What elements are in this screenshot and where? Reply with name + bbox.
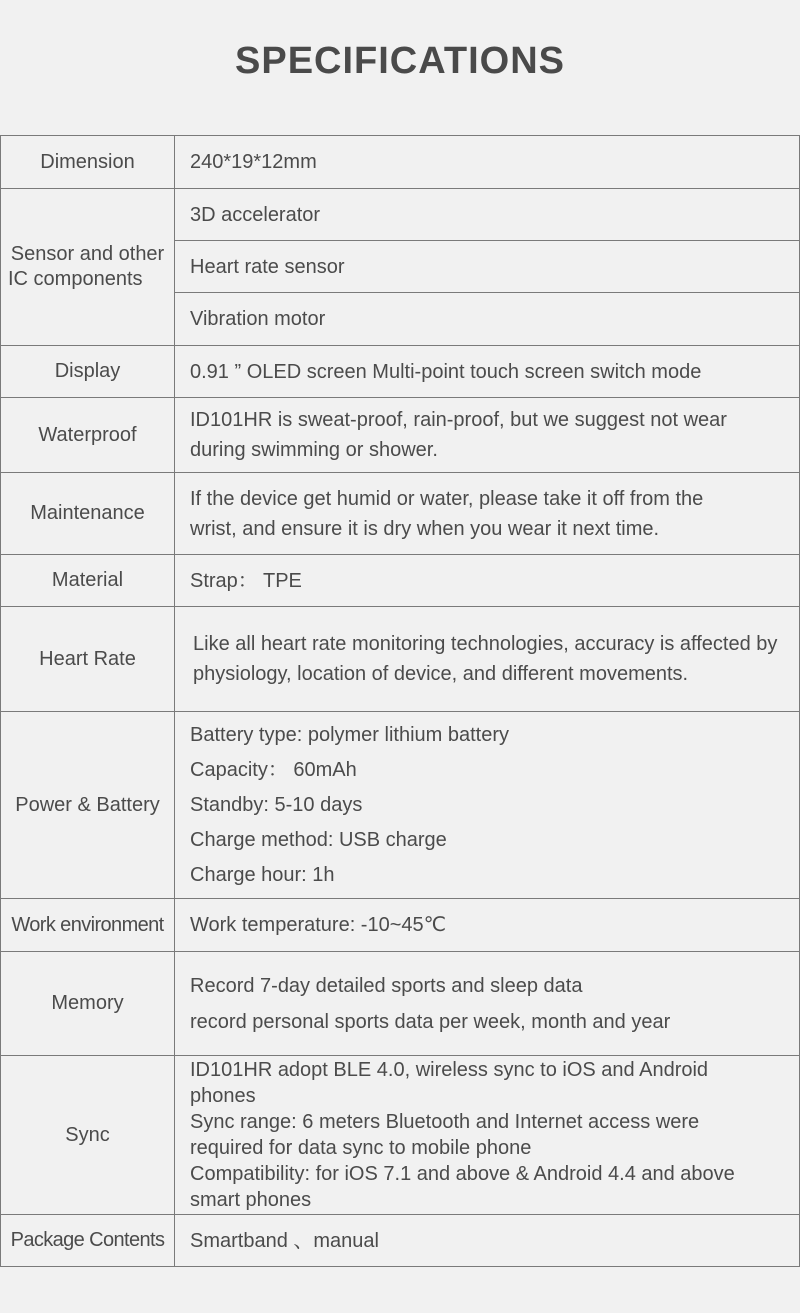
value-line: Battery type: polymer lithium battery — [190, 723, 510, 746]
row-label — [1, 189, 175, 346]
table-row — [1, 473, 800, 555]
label-line: IC components — [8, 268, 143, 290]
value-line: Standby: 5-10 days — [190, 793, 363, 816]
value-line: ID101HR is sweat-proof, rain-proof, but we suggest not wear — [190, 409, 727, 431]
table-row — [1, 712, 800, 899]
value-line: during swimming or shower. — [190, 439, 438, 461]
spec-table — [0, 135, 800, 1267]
value-line: Compatibility: for iOS 7.1 and above & Android 4.4 and above — [190, 1163, 735, 1185]
value-line: ID101HR adopt BLE 4.0, wireless sync to iOS and Android — [190, 1059, 709, 1081]
row-value: Strap： TPE — [175, 555, 800, 607]
table-row — [1, 607, 800, 712]
row-value — [175, 1056, 800, 1215]
row-value — [175, 952, 800, 1056]
table-row — [1, 136, 800, 189]
value-line: wrist, and ensure it is dry when you wear it next time. — [190, 517, 660, 540]
row-label: Sync — [1, 1056, 175, 1215]
value-line: Like all heart rate monitoring technologies, accuracy is affected by — [193, 633, 778, 655]
row-label: Work environment — [1, 899, 175, 952]
value-line: Charge hour: 1h — [190, 863, 335, 886]
table-row — [1, 952, 800, 1056]
row-label: Waterproof — [1, 398, 175, 473]
value-line: required for data sync to mobile phone — [190, 1137, 532, 1159]
value-line: record personal sports data per week, month and year — [190, 1010, 671, 1033]
value-line: Charge method: USB charge — [190, 828, 447, 851]
value-line: If the device get humid or water, please take it off from the — [190, 487, 704, 510]
row-value — [175, 473, 800, 555]
table-row — [1, 1056, 800, 1215]
row-label: Power & Battery — [1, 712, 175, 899]
value-line: smart phones — [190, 1189, 312, 1211]
row-value — [175, 398, 800, 473]
value-line: physiology, location of device, and different movements. — [193, 663, 689, 685]
table-row — [1, 346, 800, 398]
table-row — [1, 1215, 800, 1267]
row-label: Material — [1, 555, 175, 607]
value-line: phones — [190, 1085, 256, 1107]
row-label: Maintenance — [1, 473, 175, 555]
value-line: Record 7-day detailed sports and sleep data — [190, 974, 583, 997]
row-value: Heart rate sensor — [175, 241, 800, 293]
row-value: Work temperature: -10~45℃ — [175, 899, 800, 952]
row-label: Memory — [1, 952, 175, 1056]
row-value: 3D accelerator — [175, 189, 800, 241]
row-value — [175, 607, 800, 712]
row-value: Smartband 、manual — [175, 1215, 800, 1267]
row-label: Heart Rate — [1, 607, 175, 712]
value-line: Sync range: 6 meters Bluetooth and Internet access were — [190, 1111, 700, 1133]
table-row — [1, 899, 800, 952]
row-label: Dimension — [1, 136, 175, 189]
value-line: Capacity： 60mAh — [190, 758, 357, 781]
table-row — [1, 189, 800, 241]
row-label: Package Contents — [1, 1215, 175, 1267]
row-label: Display — [1, 346, 175, 398]
table-row — [1, 398, 800, 473]
label-line: Sensor and other — [10, 243, 165, 265]
page-title: SPECIFICATIONS — [235, 40, 565, 82]
row-value: 240*19*12mm — [175, 136, 800, 189]
row-value — [175, 712, 800, 899]
row-value: 0.91 ” OLED screen Multi-point touch screen switch mode — [175, 346, 800, 398]
table-row — [1, 555, 800, 607]
row-value: Vibration motor — [175, 293, 800, 346]
